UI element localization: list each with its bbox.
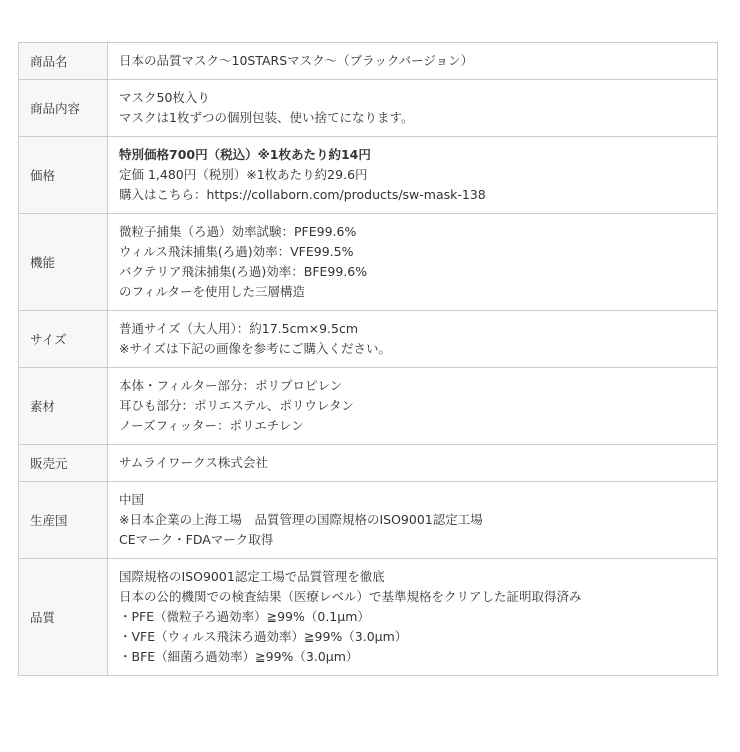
spec-row	[19, 137, 718, 214]
spec-value-line: 耳ひも部分：ポリエステル、ポリウレタン	[119, 398, 354, 413]
spec-value-line: 日本の公的機関での検査結果（医療レベル）で基準規格をクリアした証明取得済み	[119, 589, 582, 604]
spec-row-value	[108, 559, 718, 676]
spec-row-label: 品質	[19, 559, 108, 676]
spec-row	[19, 368, 718, 445]
product-spec-table-body	[19, 43, 718, 676]
spec-value-line: 日本の品質マスク〜10STARSマスク〜（ブラックバージョン）	[119, 53, 474, 68]
spec-value-line: のフィルターを使用した三層構造	[119, 284, 306, 299]
spec-value-line: ノーズフィッター：ポリエチレン	[119, 418, 304, 433]
spec-row-value	[108, 311, 718, 368]
spec-row-label: 機能	[19, 214, 108, 311]
spec-row-label: 商品名	[19, 43, 108, 80]
spec-value-line: マスクは1枚ずつの個別包装、使い捨てになります。	[119, 110, 414, 125]
spec-row	[19, 43, 718, 80]
spec-row-value	[108, 445, 718, 482]
spec-row	[19, 80, 718, 137]
spec-row	[19, 559, 718, 676]
spec-row	[19, 311, 718, 368]
spec-value-line: マスク50枚入り	[119, 90, 210, 105]
spec-value-line: ・VFE（ウィルス飛沫ろ過効率）≧99%（3.0μm）	[119, 629, 408, 644]
spec-value-line: 定価 1,480円（税別）※1枚あたり約29.6円	[119, 167, 368, 182]
spec-row-value	[108, 482, 718, 559]
spec-value-line: 中国	[119, 492, 145, 507]
spec-value-line: ウィルス飛沫捕集(ろ過)効率：VFE99.5%	[119, 244, 354, 259]
spec-row-value	[108, 368, 718, 445]
spec-row	[19, 445, 718, 482]
spec-row-label: 価格	[19, 137, 108, 214]
spec-row-value	[108, 80, 718, 137]
spec-row-label: サイズ	[19, 311, 108, 368]
spec-value-line: 購入はこちら：https://collaborn.com/products/sw-mask-138	[119, 187, 486, 202]
spec-row-label: 素材	[19, 368, 108, 445]
spec-value-line: ・BFE（細菌ろ過効率）≧99%（3.0μm）	[119, 649, 359, 664]
spec-row-label: 生産国	[19, 482, 108, 559]
spec-row-value	[108, 137, 718, 214]
spec-row-value	[108, 214, 718, 311]
spec-value-line: 微粒子捕集（ろ過）効率試験：PFE99.6%	[119, 224, 357, 239]
spec-value-line: ※サイズは下記の画像を参考にご購入ください。	[119, 341, 391, 356]
product-spec-table	[18, 42, 718, 676]
spec-value-line: CEマーク・FDAマーク取得	[119, 532, 274, 547]
spec-row-label: 販売元	[19, 445, 108, 482]
spec-value-line: 国際規格のISO9001認定工場で品質管理を徹底	[119, 569, 385, 584]
spec-value-line: 特別価格700円（税込）※1枚あたり約14円	[119, 147, 371, 162]
spec-row	[19, 214, 718, 311]
spec-row	[19, 482, 718, 559]
spec-value-line: 普通サイズ（大人用）：約17.5cm×9.5cm	[119, 321, 359, 336]
spec-row-label: 商品内容	[19, 80, 108, 137]
spec-value-line: 本体・フィルター部分：ポリプロピレン	[119, 378, 343, 393]
spec-value-line: サムライワークス株式会社	[119, 455, 268, 470]
spec-row-value	[108, 43, 718, 80]
spec-value-line: ※日本企業の上海工場 品質管理の国際規格のISO9001認定工場	[119, 512, 483, 527]
spec-value-line: バクテリア飛沫捕集(ろ過)効率：BFE99.6%	[119, 264, 368, 279]
spec-value-line: ・PFE（微粒子ろ過効率）≧99%（0.1μm）	[119, 609, 370, 624]
